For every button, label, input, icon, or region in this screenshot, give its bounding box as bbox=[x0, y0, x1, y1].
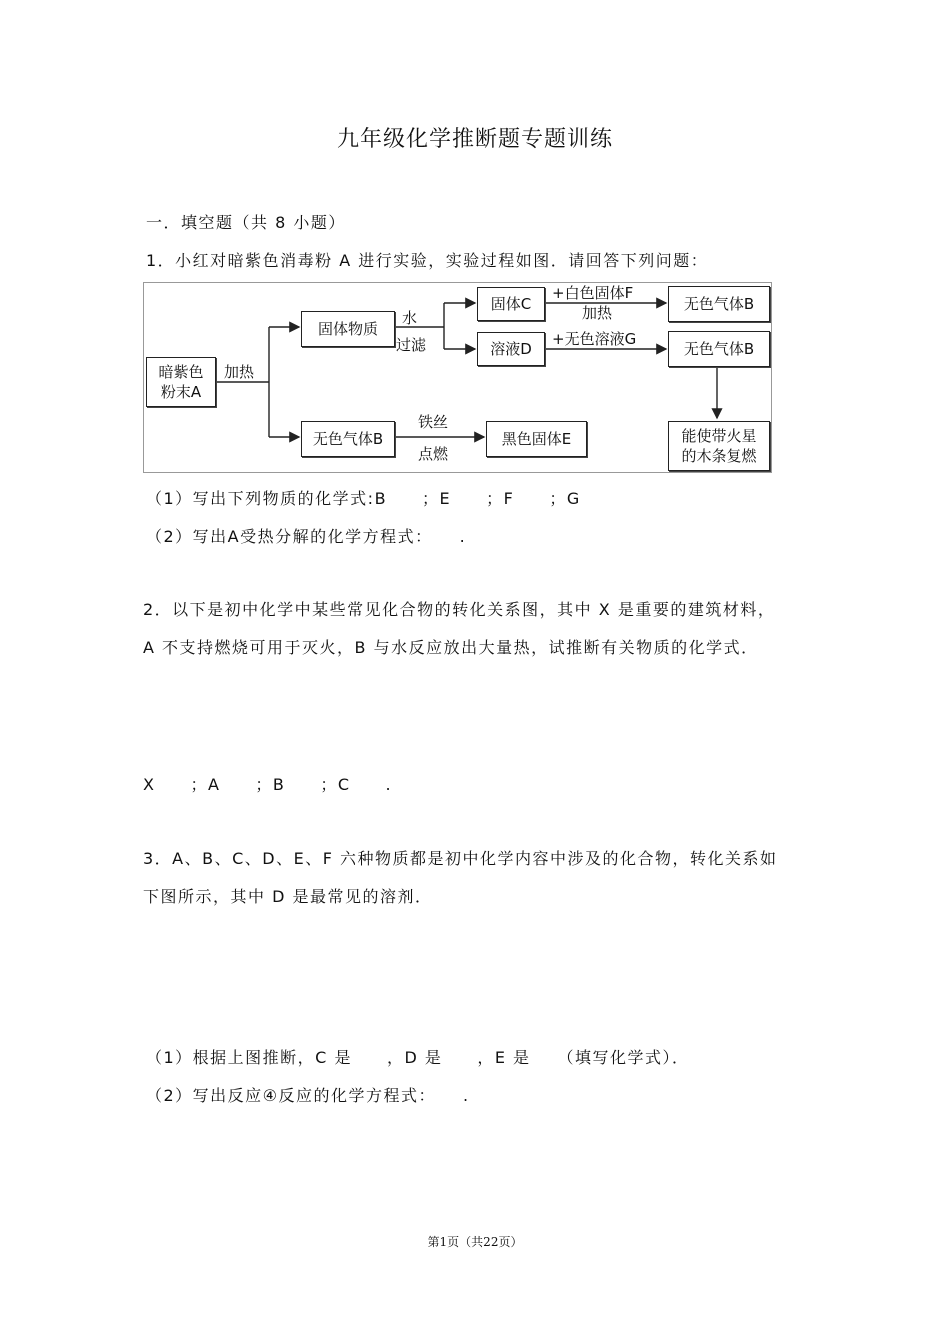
question-2-answer: X ；A ；B ；C . bbox=[143, 775, 393, 794]
box-solid-substance: 固体物质 bbox=[301, 311, 395, 347]
label-colorless-solution-g: +无色溶液G bbox=[552, 330, 637, 348]
label-heat-2: 加热 bbox=[582, 304, 613, 322]
question-2-line-1: 2．以下是初中化学中某些常见化合物的转化关系图，其中 X 是重要的建筑材料， bbox=[143, 600, 776, 619]
question-3-line-1: 3．A、B、C、D、E、F 六种物质都是初中化学内容中涉及的化合物，转化关系如 bbox=[143, 849, 778, 868]
question-3-part-2: （2）写出反应④反应的化学方程式： . bbox=[146, 1086, 470, 1105]
label-white-solid-f: +白色固体F bbox=[552, 284, 634, 302]
box-solid-c: 固体C bbox=[477, 287, 545, 321]
question-1-part-2: （2）写出A受热分解的化学方程式： . bbox=[146, 527, 467, 546]
question-2-line-2: A 不支持燃烧可用于灭火，B 与水反应放出大量热，试推断有关物质的化学式． bbox=[143, 638, 759, 657]
label-water: 水 bbox=[402, 309, 418, 327]
box-colorless-gas-b-3: 无色气体B bbox=[301, 421, 395, 457]
question-3-line-2: 下图所示，其中 D 是最常见的溶剂． bbox=[143, 887, 433, 906]
section-heading: 一．填空题（共 8 小题） bbox=[146, 213, 346, 232]
label-heat: 加热 bbox=[224, 363, 255, 381]
label-filter: 过滤 bbox=[396, 336, 427, 354]
box-colorless-gas-b-2: 无色气体B bbox=[668, 331, 770, 367]
box-solution-d: 溶液D bbox=[477, 332, 545, 366]
box-purple-powder-a: 暗紫色 粉末A bbox=[146, 357, 216, 407]
box-black-solid-e: 黑色固体E bbox=[486, 421, 587, 457]
question-1-stem: 1．小红对暗紫色消毒粉 A 进行实验，实验过程如图．请回答下列问题： bbox=[146, 251, 709, 270]
page-footer: 第1页（共22页） bbox=[427, 1235, 523, 1249]
question-3-part-1: （1）根据上图推断，C 是 ，D 是 ，E 是 （填写化学式）． bbox=[146, 1048, 690, 1067]
box-rekindles-splint: 能使带火星 的木条复燃 bbox=[668, 421, 770, 471]
flow-diagram bbox=[143, 282, 772, 473]
question-1-part-1: （1）写出下列物质的化学式:B ；E ；F ；G bbox=[146, 489, 581, 508]
page-title: 九年级化学推断题专题训练 bbox=[336, 127, 613, 152]
label-ignite: 点燃 bbox=[418, 445, 449, 463]
box-colorless-gas-b-1: 无色气体B bbox=[668, 286, 770, 322]
label-iron-wire: 铁丝 bbox=[418, 413, 449, 431]
